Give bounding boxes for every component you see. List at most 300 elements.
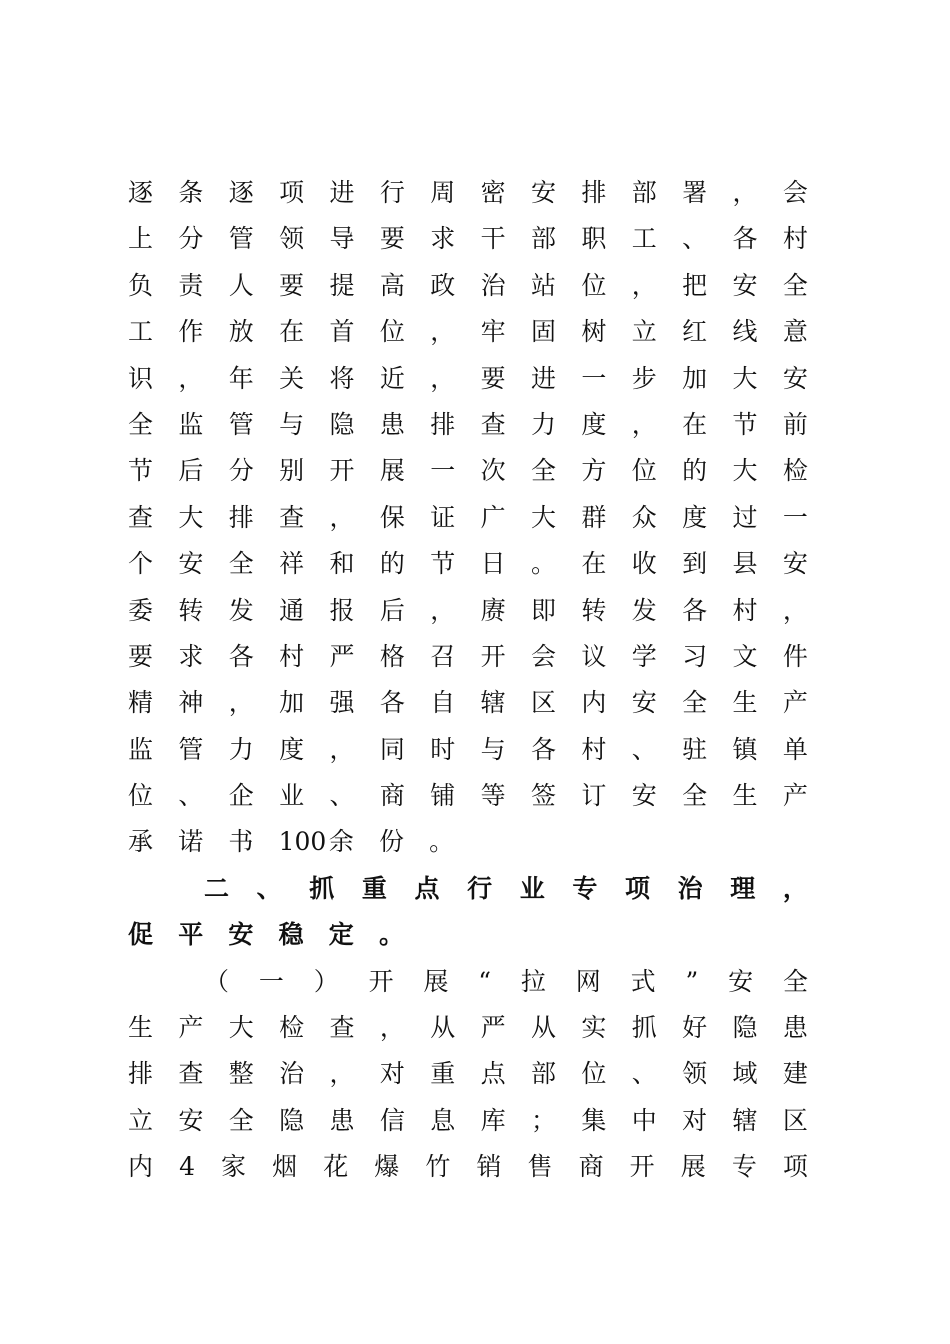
- text-glyph: 签: [531, 781, 557, 811]
- text-glyph: 排: [228, 502, 254, 532]
- text-glyph: ，: [379, 1013, 405, 1043]
- text-glyph: 和: [329, 549, 355, 579]
- text-glyph: 区: [531, 688, 557, 718]
- text-glyph: 求: [178, 641, 204, 671]
- text-glyph: 爆: [374, 1152, 400, 1182]
- text-glyph: 生: [732, 781, 758, 811]
- text-glyph: ；: [531, 1105, 557, 1135]
- text-glyph: 政: [430, 270, 456, 300]
- text-glyph: 承: [128, 827, 154, 857]
- text-glyph: 检: [279, 1013, 305, 1043]
- text-glyph: 订: [581, 781, 607, 811]
- text-glyph: 产: [782, 781, 808, 811]
- text-glyph: 产: [178, 1013, 204, 1043]
- text-glyph: 大: [531, 502, 557, 532]
- text-glyph: ，: [228, 688, 254, 718]
- text-glyph: 时: [430, 734, 456, 764]
- body-text-line: [128, 1005, 808, 1051]
- text-glyph: 部: [631, 178, 657, 207]
- text-glyph: 好: [682, 1013, 708, 1043]
- text-glyph: 工: [631, 224, 657, 254]
- text-glyph: 铺: [430, 781, 456, 811]
- text-glyph: 立: [631, 317, 657, 347]
- text-glyph: 领: [279, 224, 305, 254]
- text-glyph: 展: [379, 456, 405, 486]
- text-glyph: 等: [480, 781, 506, 811]
- text-glyph: 产: [782, 688, 808, 718]
- text-glyph: 文: [732, 641, 758, 671]
- text-glyph: ，: [430, 363, 456, 393]
- text-glyph: 书: [228, 827, 254, 857]
- text-glyph: 日: [480, 549, 506, 579]
- text-glyph: 树: [581, 317, 607, 347]
- text-glyph: 逐: [228, 178, 254, 207]
- text-glyph: 、: [631, 734, 657, 764]
- text-glyph: 息: [430, 1105, 456, 1135]
- text-glyph: 力: [531, 409, 557, 439]
- text-glyph: 对: [379, 1059, 405, 1089]
- text-glyph: 干: [480, 224, 506, 254]
- text-glyph: 排: [128, 1059, 154, 1089]
- text-glyph: 位: [379, 317, 405, 347]
- text-glyph: 定: [328, 920, 354, 950]
- text-glyph: 竹: [425, 1152, 451, 1182]
- text-glyph: 县: [732, 549, 758, 579]
- text-glyph: 诺: [178, 827, 204, 857]
- text-glyph: 高: [379, 270, 405, 300]
- text-glyph: 全: [682, 688, 708, 718]
- text-glyph: 安: [631, 688, 657, 718]
- text-glyph: 平: [178, 920, 204, 950]
- text-glyph: 全: [228, 549, 254, 579]
- text-glyph: 前: [782, 409, 808, 439]
- text-glyph: 展: [423, 966, 449, 996]
- text-glyph: 项: [782, 1152, 808, 1182]
- text-glyph: 村: [732, 595, 758, 625]
- text-glyph: 发: [631, 595, 657, 625]
- text-glyph: 意: [782, 317, 808, 347]
- text-glyph: 村: [581, 734, 607, 764]
- text-glyph: 隐: [732, 1013, 758, 1043]
- text-glyph: 全: [782, 966, 808, 996]
- text-glyph: 行: [467, 873, 493, 903]
- text-glyph: 网: [575, 966, 601, 996]
- text-glyph: 力: [228, 734, 254, 764]
- body-text-line: [128, 773, 808, 819]
- text-glyph: 全: [128, 409, 154, 439]
- text-glyph: 委: [128, 595, 154, 625]
- body-text-line: [128, 402, 808, 448]
- text-glyph: 加: [279, 688, 305, 718]
- text-glyph: 站: [531, 270, 557, 300]
- text-glyph: 领: [682, 1059, 708, 1089]
- text-glyph: 隐: [329, 409, 355, 439]
- body-text-line: [128, 634, 808, 680]
- text-glyph: 患: [782, 1013, 808, 1043]
- section-heading-line: [128, 912, 828, 958]
- text-glyph: 重: [361, 873, 387, 903]
- text-glyph: 负: [128, 270, 154, 300]
- text-glyph: 安: [782, 549, 808, 579]
- text-glyph: ，: [631, 270, 657, 300]
- text-glyph: 整: [228, 1059, 254, 1089]
- text-glyph: 保: [379, 502, 405, 532]
- text-glyph: 100: [278, 827, 327, 857]
- text-glyph: 隐: [279, 1105, 305, 1135]
- text-glyph: 牢: [480, 317, 506, 347]
- text-glyph: 转: [581, 595, 607, 625]
- text-glyph: 生: [732, 688, 758, 718]
- text-glyph: 度: [682, 502, 708, 532]
- text-glyph: 业: [279, 781, 305, 811]
- text-glyph: 单: [782, 734, 808, 764]
- text-glyph: 各: [228, 641, 254, 671]
- text-glyph: 区: [782, 1105, 808, 1135]
- text-glyph: 安: [178, 549, 204, 579]
- text-glyph: 条: [178, 178, 204, 207]
- text-glyph: 会: [782, 178, 808, 207]
- text-glyph: 售: [527, 1152, 553, 1182]
- text-glyph: 进: [531, 363, 557, 393]
- text-glyph: 二: [204, 873, 230, 903]
- text-glyph: 信: [379, 1105, 405, 1135]
- text-glyph: ”: [685, 966, 699, 996]
- document-body: [128, 170, 828, 1191]
- text-glyph: 后: [379, 595, 405, 625]
- text-glyph: 重: [430, 1059, 456, 1089]
- text-glyph: 报: [329, 595, 355, 625]
- text-glyph: 排: [430, 409, 456, 439]
- text-glyph: 会: [531, 641, 557, 671]
- text-glyph: 分: [228, 456, 254, 486]
- text-glyph: 中: [631, 1105, 657, 1135]
- text-glyph: 式: [630, 966, 656, 996]
- text-glyph: 村: [279, 641, 305, 671]
- body-text-line: [128, 727, 808, 773]
- text-glyph: 即: [531, 595, 557, 625]
- text-glyph: 严: [480, 1013, 506, 1043]
- text-glyph: 管: [178, 734, 204, 764]
- text-glyph: 红: [682, 317, 708, 347]
- text-glyph: 促: [128, 920, 154, 950]
- text-glyph: 提: [329, 270, 355, 300]
- text-glyph: 步: [631, 363, 657, 393]
- text-glyph: 销: [476, 1152, 502, 1182]
- text-glyph: 节: [128, 456, 154, 486]
- text-glyph: 职: [581, 224, 607, 254]
- text-glyph: 责: [178, 270, 204, 300]
- text-glyph: 的: [682, 456, 708, 486]
- body-text-line: [128, 959, 808, 1005]
- body-text-line: [128, 448, 808, 494]
- text-glyph: 进: [329, 178, 355, 207]
- text-glyph: 从: [531, 1013, 557, 1043]
- text-glyph: 镇: [732, 734, 758, 764]
- text-glyph: 安: [631, 781, 657, 811]
- text-glyph: 全: [228, 1105, 254, 1135]
- body-text-line: [128, 309, 808, 355]
- text-glyph: 各: [379, 688, 405, 718]
- text-glyph: 行: [379, 178, 405, 207]
- text-glyph: 逐: [128, 178, 154, 207]
- text-glyph: ，: [782, 873, 808, 903]
- text-glyph: 查: [128, 502, 154, 532]
- text-glyph: 人: [228, 270, 254, 300]
- text-glyph: 后: [178, 456, 204, 486]
- text-glyph: 监: [128, 734, 154, 764]
- text-glyph: 一: [430, 456, 456, 486]
- text-glyph: “: [478, 966, 492, 996]
- text-glyph: 年: [228, 363, 254, 393]
- text-glyph: 安: [178, 1105, 204, 1135]
- text-glyph: 患: [379, 409, 405, 439]
- text-glyph: 商: [379, 781, 405, 811]
- text-glyph: 辖: [480, 688, 506, 718]
- text-glyph: 在: [682, 409, 708, 439]
- text-glyph: 库: [480, 1105, 506, 1135]
- body-text-line: [128, 216, 808, 262]
- text-glyph: 祥: [279, 549, 305, 579]
- text-glyph: 各: [682, 595, 708, 625]
- text-glyph: 次: [480, 456, 506, 486]
- text-glyph: 证: [430, 502, 456, 532]
- body-text-line: [128, 1051, 808, 1097]
- text-glyph: 各: [531, 734, 557, 764]
- text-glyph: 别: [279, 456, 305, 486]
- text-glyph: 密: [480, 178, 506, 207]
- text-glyph: 辖: [732, 1105, 758, 1135]
- text-glyph: 与: [279, 409, 305, 439]
- text-glyph: 项: [625, 873, 651, 903]
- text-glyph: 精: [128, 688, 154, 718]
- text-glyph: 一: [782, 502, 808, 532]
- text-glyph: 生: [128, 1013, 154, 1043]
- text-glyph: 过: [732, 502, 758, 532]
- text-glyph: 节: [732, 409, 758, 439]
- text-glyph: 查: [279, 502, 305, 532]
- text-glyph: 各: [732, 224, 758, 254]
- text-glyph: 要: [379, 224, 405, 254]
- text-glyph: 稳: [278, 920, 304, 950]
- text-glyph: 广: [480, 502, 506, 532]
- text-glyph: 位: [581, 270, 607, 300]
- text-glyph: 首: [329, 317, 355, 347]
- text-glyph: 署: [682, 178, 708, 207]
- text-glyph: 点: [480, 1059, 506, 1089]
- text-glyph: 抓: [309, 873, 335, 903]
- text-glyph: 企: [228, 781, 254, 811]
- text-glyph: 导: [329, 224, 355, 254]
- text-glyph: 、: [682, 224, 708, 254]
- text-glyph: 赓: [480, 595, 506, 625]
- text-glyph: 将: [329, 363, 355, 393]
- text-glyph: 。: [378, 920, 404, 950]
- text-glyph: 开: [329, 456, 355, 486]
- text-glyph: 工: [128, 317, 154, 347]
- body-text-line: [128, 495, 808, 541]
- text-glyph: 专: [731, 1152, 757, 1182]
- body-text-line: [128, 263, 808, 309]
- text-glyph: 群: [581, 502, 607, 532]
- text-glyph: 域: [732, 1059, 758, 1089]
- text-glyph: 要: [480, 363, 506, 393]
- text-glyph: 通: [279, 595, 305, 625]
- text-glyph: 、: [178, 781, 204, 811]
- text-glyph: 部: [531, 1059, 557, 1089]
- body-text-line: [128, 541, 808, 587]
- text-glyph: 在: [279, 317, 305, 347]
- text-glyph: 村: [782, 224, 808, 254]
- text-glyph: 安: [531, 178, 557, 207]
- text-glyph: 一: [581, 363, 607, 393]
- text-glyph: 、: [329, 781, 355, 811]
- text-glyph: ，: [329, 1059, 355, 1089]
- body-text-line: [128, 819, 828, 865]
- text-glyph: 节: [430, 549, 456, 579]
- text-glyph: 花: [323, 1152, 349, 1182]
- text-glyph: 理: [730, 873, 756, 903]
- text-glyph: 管: [228, 224, 254, 254]
- text-glyph: 线: [732, 317, 758, 347]
- text-glyph: 大: [178, 502, 204, 532]
- text-glyph: 开: [480, 641, 506, 671]
- text-glyph: 召: [430, 641, 456, 671]
- text-glyph: 个: [128, 549, 154, 579]
- text-glyph: ）: [313, 966, 339, 996]
- text-glyph: 安: [728, 966, 754, 996]
- text-glyph: 专: [572, 873, 598, 903]
- text-glyph: 。: [429, 827, 455, 857]
- text-glyph: 。: [531, 549, 557, 579]
- text-glyph: 大: [228, 1013, 254, 1043]
- body-text-line: [128, 170, 808, 216]
- text-glyph: ，: [178, 363, 204, 393]
- body-text-line: [128, 588, 808, 634]
- text-glyph: 实: [581, 1013, 607, 1043]
- text-glyph: （: [204, 966, 230, 996]
- text-glyph: 查: [178, 1059, 204, 1089]
- text-glyph: 放: [228, 317, 254, 347]
- text-glyph: 件: [782, 641, 808, 671]
- body-text-line: [128, 680, 808, 726]
- text-glyph: 全: [682, 781, 708, 811]
- text-glyph: 4: [179, 1152, 195, 1182]
- text-glyph: 点: [414, 873, 440, 903]
- text-glyph: 求: [430, 224, 456, 254]
- text-glyph: 度: [581, 409, 607, 439]
- text-glyph: 患: [329, 1105, 355, 1135]
- text-glyph: 监: [178, 409, 204, 439]
- text-glyph: 抓: [631, 1013, 657, 1043]
- text-glyph: ，: [631, 409, 657, 439]
- text-glyph: 分: [178, 224, 204, 254]
- text-glyph: 立: [128, 1105, 154, 1135]
- text-glyph: 要: [128, 641, 154, 671]
- text-glyph: 转: [178, 595, 204, 625]
- text-glyph: 学: [631, 641, 657, 671]
- text-glyph: 位: [581, 1059, 607, 1089]
- text-glyph: 一: [258, 966, 284, 996]
- text-glyph: 查: [329, 1013, 355, 1043]
- text-glyph: 拉: [520, 966, 546, 996]
- text-glyph: 安: [782, 363, 808, 393]
- text-glyph: 众: [631, 502, 657, 532]
- text-glyph: 的: [379, 549, 405, 579]
- text-glyph: 近: [379, 363, 405, 393]
- text-glyph: 识: [128, 363, 154, 393]
- text-glyph: 周: [430, 178, 456, 207]
- text-glyph: ，: [329, 502, 355, 532]
- text-glyph: 习: [682, 641, 708, 671]
- text-glyph: 上: [128, 224, 154, 254]
- text-glyph: 自: [430, 688, 456, 718]
- text-glyph: 同: [379, 734, 405, 764]
- text-glyph: ，: [430, 317, 456, 347]
- text-glyph: 要: [279, 270, 305, 300]
- text-glyph: 安: [228, 920, 254, 950]
- text-glyph: 商: [578, 1152, 604, 1182]
- body-text-line: [128, 1098, 808, 1144]
- text-glyph: 部: [531, 224, 557, 254]
- text-glyph: ，: [430, 595, 456, 625]
- text-glyph: 方: [581, 456, 607, 486]
- text-glyph: 管: [228, 409, 254, 439]
- text-glyph: 对: [682, 1105, 708, 1135]
- text-glyph: 建: [782, 1059, 808, 1089]
- text-glyph: 度: [279, 734, 305, 764]
- text-glyph: ，: [732, 178, 758, 207]
- text-glyph: 格: [379, 641, 405, 671]
- text-glyph: 发: [228, 595, 254, 625]
- text-glyph: 项: [279, 178, 305, 207]
- text-glyph: ，: [329, 734, 355, 764]
- text-glyph: 集: [581, 1105, 607, 1135]
- text-glyph: 全: [782, 270, 808, 300]
- text-glyph: 在: [581, 549, 607, 579]
- body-text-line: [128, 1144, 808, 1190]
- text-glyph: 治: [279, 1059, 305, 1089]
- text-glyph: 议: [581, 641, 607, 671]
- text-glyph: 驻: [682, 734, 708, 764]
- text-glyph: 查: [480, 409, 506, 439]
- text-glyph: 内: [128, 1152, 154, 1182]
- text-glyph: 大: [732, 363, 758, 393]
- text-glyph: 检: [782, 456, 808, 486]
- text-glyph: 份: [378, 827, 404, 857]
- text-glyph: 收: [631, 549, 657, 579]
- text-glyph: 、: [631, 1059, 657, 1089]
- text-glyph: 治: [677, 873, 703, 903]
- text-glyph: 家: [221, 1152, 247, 1182]
- text-glyph: 内: [581, 688, 607, 718]
- text-glyph: 全: [531, 456, 557, 486]
- text-glyph: 安: [732, 270, 758, 300]
- text-glyph: 与: [480, 734, 506, 764]
- body-text-line: [128, 356, 808, 402]
- text-glyph: 强: [329, 688, 355, 718]
- text-glyph: 关: [279, 363, 305, 393]
- section-heading-line: [128, 866, 808, 912]
- text-glyph: 开: [629, 1152, 655, 1182]
- text-glyph: 业: [519, 873, 545, 903]
- text-glyph: 排: [581, 178, 607, 207]
- text-glyph: 加: [682, 363, 708, 393]
- text-glyph: 把: [682, 270, 708, 300]
- text-glyph: 烟: [272, 1152, 298, 1182]
- text-glyph: 严: [329, 641, 355, 671]
- text-glyph: ，: [782, 595, 808, 625]
- text-glyph: 到: [682, 549, 708, 579]
